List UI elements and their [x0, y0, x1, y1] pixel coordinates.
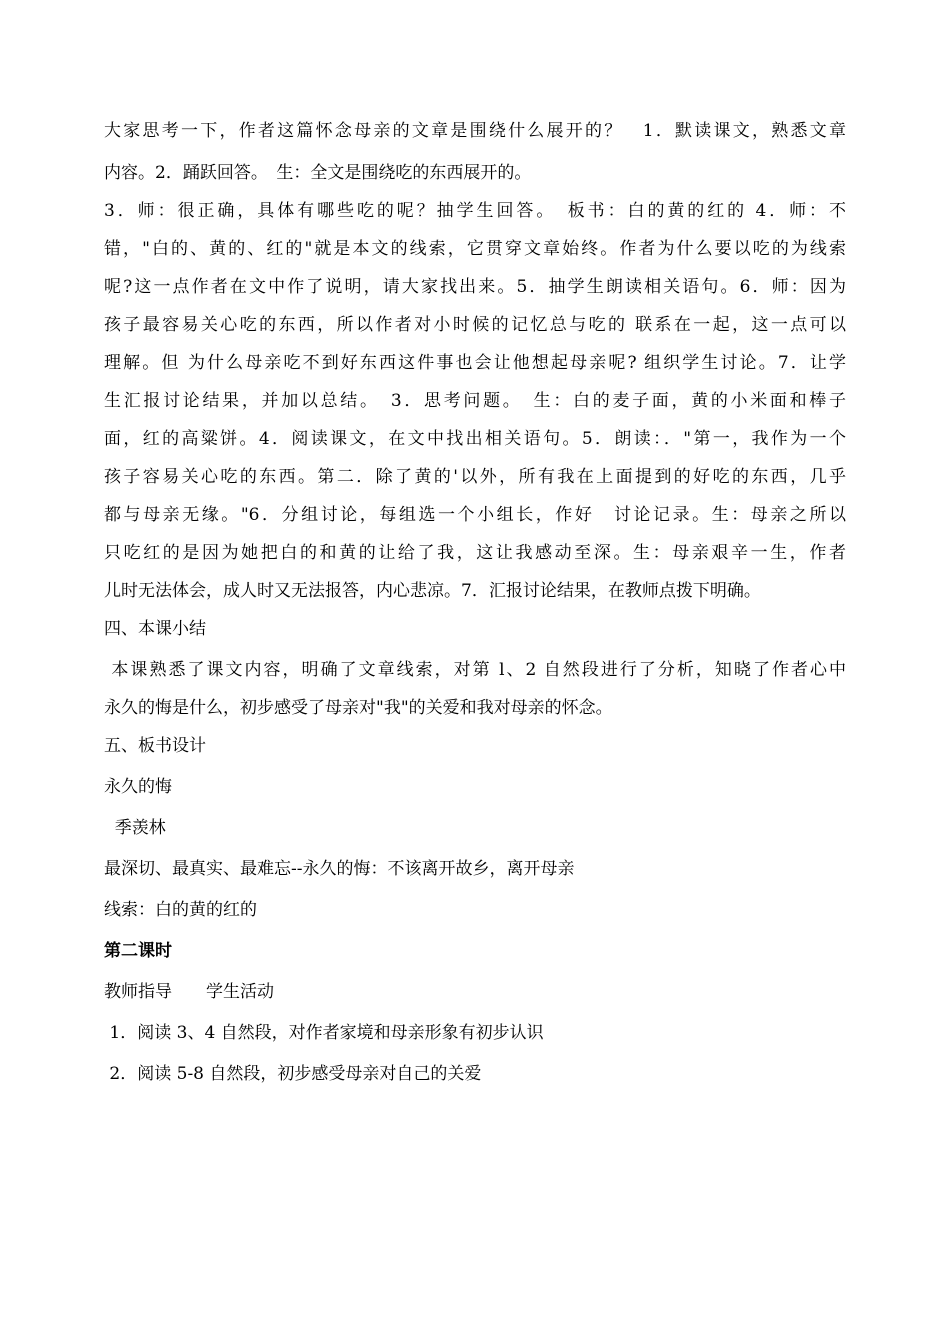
paragraph-line: 孩子最容易关心吃的东西，所以作者对小时候的记忆总与吃的 联系在一起，这一点可以: [104, 315, 846, 335]
paragraph-line: 只吃红的是因为她把白的和黄的让给了我，这让我感动至深。生：母亲艰辛一生，作者: [104, 543, 846, 563]
paragraph-line: 3．师：很正确，具体有哪些吃的呢？抽学生回答。 板书：白的黄的红的 4．师：不: [104, 201, 846, 221]
paragraph-line: 孩子容易关心吃的东西。第二．除了黄的'以外，所有我在上面提到的好吃的东西，几乎: [104, 467, 846, 487]
summary-line: 永久的悔是什么，初步感受了母亲对"我"的关爱和我对母亲的怀念。: [104, 698, 613, 718]
lesson-step: 1．阅读 3、4 自然段，对作者家境和母亲形象有初步认识: [104, 1023, 544, 1043]
paragraph-line: 儿时无法体会，成人时又无法报答，内心悲凉。7．汇报讨论结果，在教师点拨下明确。: [104, 581, 761, 601]
paragraph-line: 理解。但 为什么母亲吃不到好东西这件事也会让他想起母亲呢? 组织学生讨论。7．让学: [104, 353, 846, 373]
summary-line: 本课熟悉了课文内容，明确了文章线索，对第 l、2 自然段进行了分析，知晓了作者心中: [104, 660, 846, 680]
paragraph-line: 错，"白的、黄的、红的"就是本文的线索，它贯穿文章始终。作者为什么要以吃的为线索: [104, 239, 846, 259]
lesson-heading: 第二课时: [104, 941, 172, 961]
board-title: 永久的悔: [104, 777, 172, 797]
lesson-step: 2．阅读 5-8 自然段，初步感受母亲对自己的关爱: [104, 1064, 482, 1084]
paragraph-line: 面，红的高粱饼。4．阅读课文，在文中找出相关语句。5．朗读：．"第一，我作为一个: [104, 429, 846, 449]
section-heading-summary: 四、本课小结: [104, 619, 206, 639]
paragraph-line: 都与母亲无缘。"6．分组讨论，每组选一个小组长，作好 讨论记录。生：母亲之所以: [104, 505, 846, 525]
paragraph-line: 内容。2．踊跃回答。 生：全文是围绕吃的东西展开的。: [104, 163, 532, 183]
board-line: 线索：白的黄的红的: [104, 900, 257, 920]
paragraph-line: 呢?这一点作者在文中作了说明，请大家找出来。5．抽学生朗读相关语句。6．师：因为: [104, 277, 846, 297]
lesson-columns: 教师指导 学生活动: [104, 982, 274, 1002]
paragraph-line: 大家思考一下，作者这篇怀念母亲的文章是围绕什么展开的？ 1．默读课文，熟悉文章: [104, 121, 846, 141]
section-heading-board: 五、板书设计: [104, 736, 206, 756]
board-line: 最深切、最真实、最难忘--永久的悔：不该离开故乡，离开母亲: [104, 859, 575, 879]
board-author: 季羡林: [104, 818, 166, 838]
paragraph-line: 生汇报讨论结果，并加以总结。 3．思考问题。 生：白的麦子面，黄的小米面和棒子: [104, 391, 846, 411]
